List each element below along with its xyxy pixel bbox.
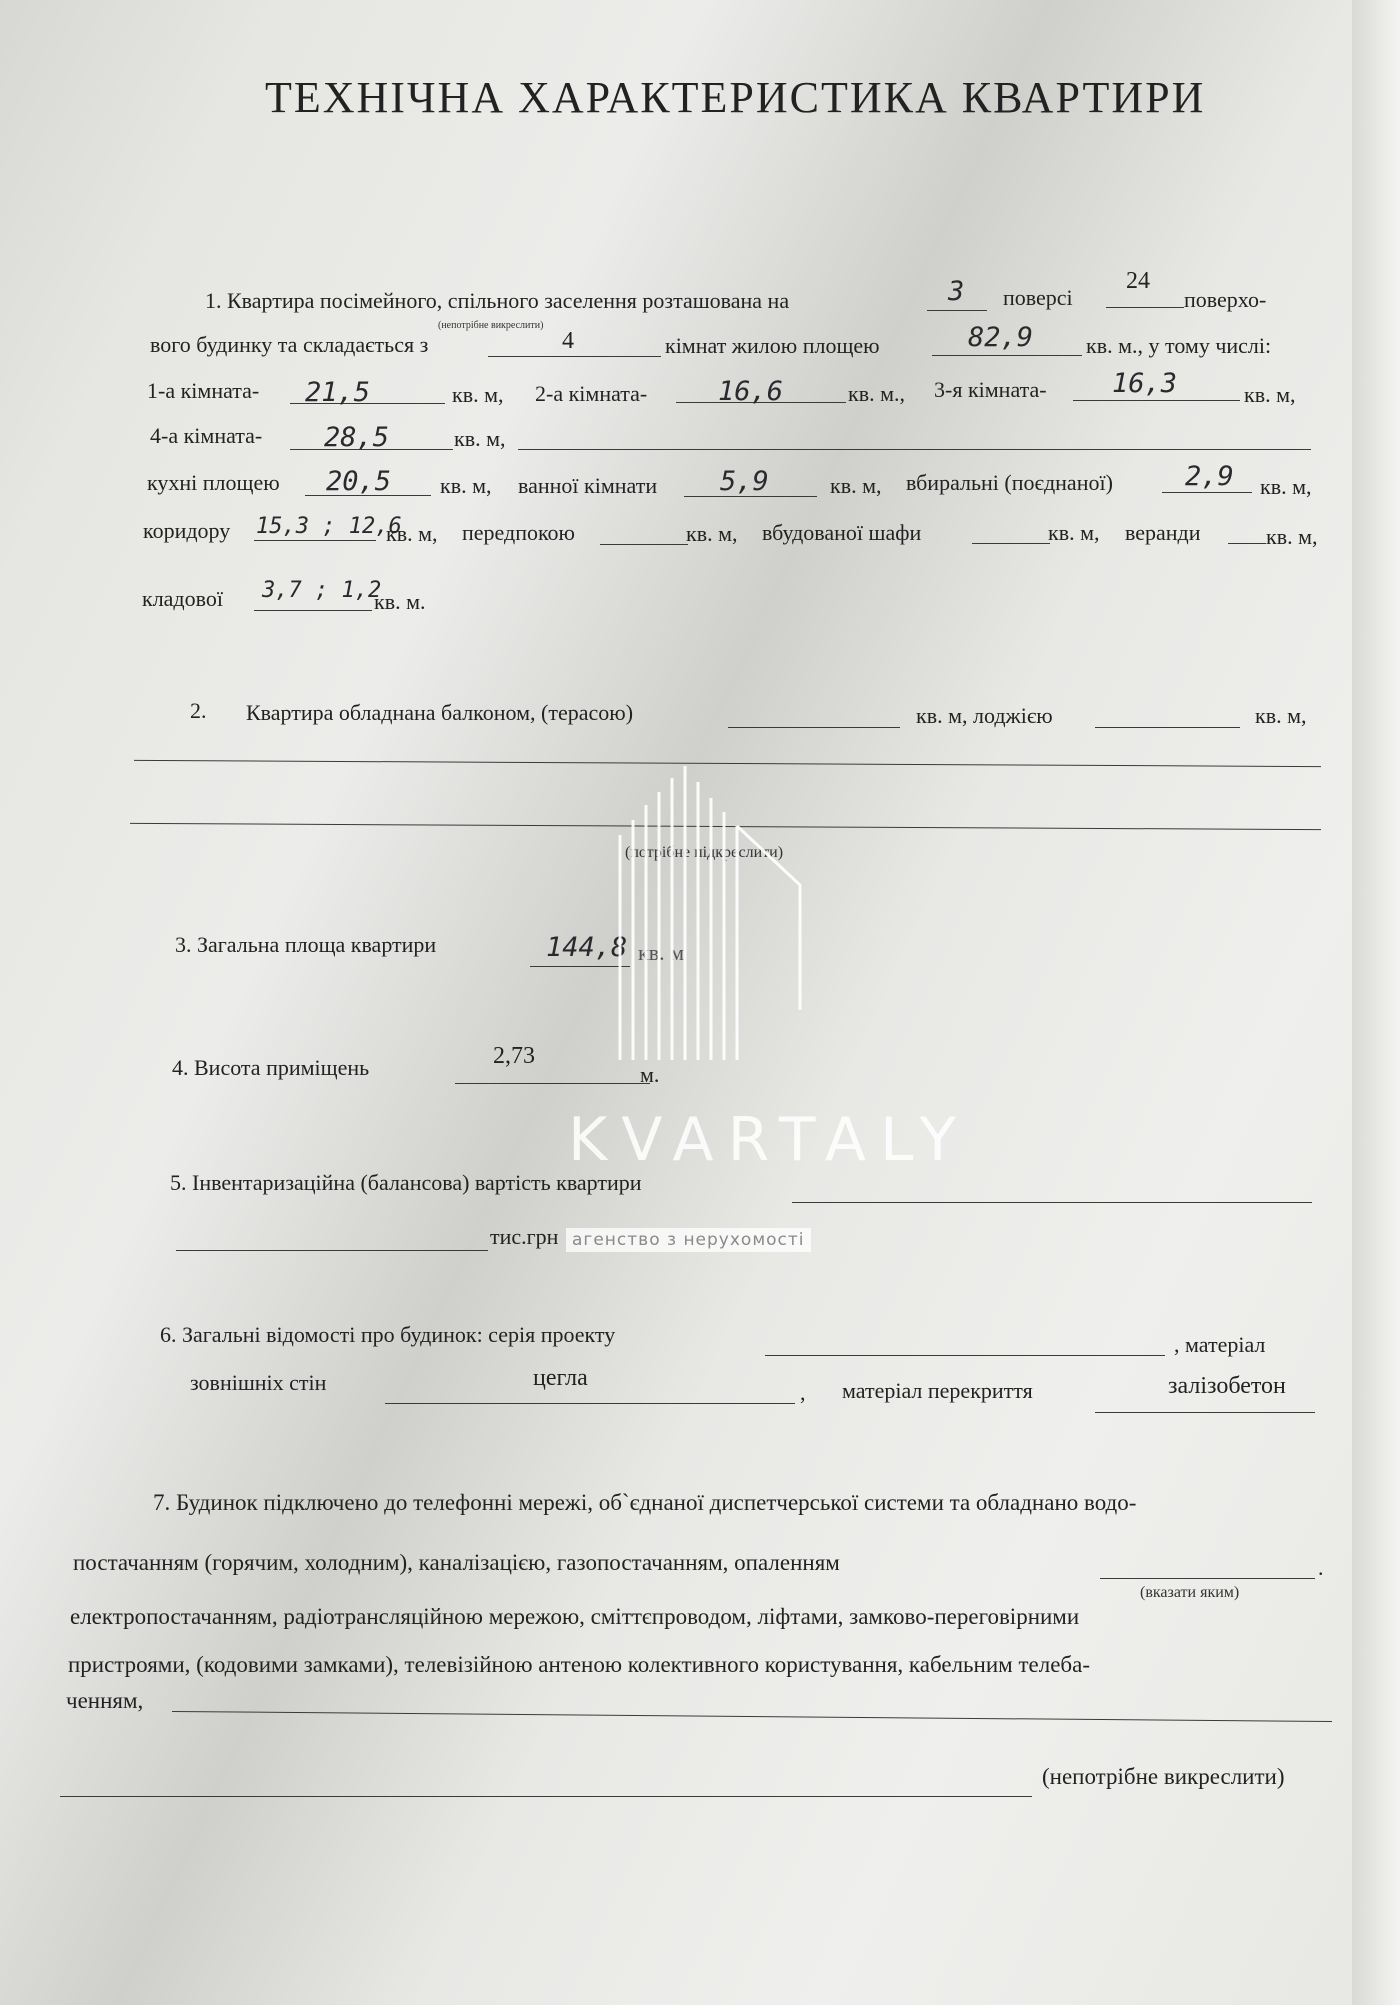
room3-unit: кв. м, <box>1244 382 1296 407</box>
s6-walls-label: зовнішніх стін <box>190 1370 327 1395</box>
room4-extra-blank <box>518 449 1311 450</box>
room4-value: 28,5 <box>324 422 390 453</box>
s5-unit: тис.грн <box>490 1224 559 1249</box>
s7-line4: пристроями, (кодовими замками), телевізійною антеною колективного користування, кабельним телеба- <box>68 1652 1090 1677</box>
wardrobe-blank <box>972 543 1050 544</box>
kitchen-value: 20,5 <box>326 466 392 497</box>
wc-unit: кв. м, <box>1260 474 1312 499</box>
living-area-blank <box>932 355 1082 356</box>
watermark-tagline: агенство з нерухомості <box>566 1228 811 1252</box>
total-area-value: 144,8 <box>546 932 628 963</box>
walls-blank <box>385 1403 795 1404</box>
room3-value: 16,3 <box>1112 368 1178 399</box>
storage-unit: кв. м. <box>374 589 426 614</box>
page-edge <box>1352 0 1400 2005</box>
s3-label: 3. Загальна площа квартири <box>175 932 437 957</box>
wardrobe-label: вбудованої шафи <box>762 520 922 545</box>
rooms-blank <box>488 356 661 357</box>
s6-series-label: 6. Загальні відомості про будинок: серія проекту <box>160 1322 616 1347</box>
room1-label: 1-а кімната- <box>147 378 260 403</box>
s1-living-label: кімнат жилою площею <box>665 333 880 358</box>
bath-label: ванної кімнати <box>518 473 658 498</box>
living-area-value: 82,9 <box>968 322 1034 353</box>
balcony-blank <box>728 727 900 728</box>
document-title: ТЕХНІЧНА ХАРАКТЕРИСТИКА КВАРТИРИ <box>265 73 1206 122</box>
kitchen-unit: кв. м, <box>440 473 492 498</box>
veranda-unit: кв. м, <box>1266 524 1318 549</box>
hall-blank <box>600 544 688 545</box>
s1-note: (непотрібне викреслити) <box>438 320 544 331</box>
room2-value: 16,6 <box>718 376 784 407</box>
series-blank <box>765 1355 1165 1356</box>
total-area-unit: кв. м <box>638 940 684 965</box>
heating-blank <box>1100 1578 1315 1579</box>
s1-floor-word: поверсі <box>1003 285 1073 310</box>
storage-label: кладової <box>142 586 223 611</box>
watermark-brand: KVARTALY <box>568 1105 971 1175</box>
floors-total-value: 24 <box>1126 268 1150 294</box>
walls-value: цегла <box>533 1365 588 1391</box>
loggia-blank <box>1095 727 1240 728</box>
storage-blank <box>254 610 372 611</box>
s7-line2: постачанням (горячим, холодним), каналізацією, газопостачанням, опаленням <box>73 1550 840 1575</box>
room4-label: 4-а кімната- <box>150 423 263 448</box>
s7-line2-end: . <box>1318 1555 1324 1580</box>
s6-comma: , <box>800 1380 806 1405</box>
height-blank <box>455 1083 650 1084</box>
value-blank-2 <box>176 1250 488 1251</box>
height-unit: м. <box>640 1062 660 1087</box>
s1-suffix: поверхо- <box>1184 287 1267 312</box>
hall-unit: кв. м, <box>686 521 738 546</box>
value-blank-1 <box>792 1202 1312 1203</box>
floors-total-blank <box>1106 307 1184 308</box>
room3-label: 3-я кімната- <box>934 377 1047 402</box>
bath-unit: кв. м, <box>830 473 882 498</box>
s6-material-label: , матеріал <box>1174 1332 1266 1357</box>
s7-note: (вказати яким) <box>1140 1584 1240 1601</box>
hall-label: передпокою <box>462 520 575 545</box>
room1-value: 21,5 <box>305 377 371 408</box>
s2-balcony-label: Квартира обладнана балконом, (терасою) <box>246 700 634 725</box>
corridor-blank <box>254 540 376 541</box>
veranda-blank <box>1228 543 1266 544</box>
s7-line3: електропостачанням, радіотрансляційною мережою, сміттєпроводом, ліфтами, замково-переговірними <box>70 1604 1080 1629</box>
wc-blank <box>1162 492 1252 493</box>
corridor-label: коридору <box>143 518 231 543</box>
s7-line1: 7. Будинок підключено до телефонні мережі, об`єднаної диспетчерської системи та обладнано водо- <box>153 1490 1137 1515</box>
room3-blank <box>1073 400 1240 401</box>
wardrobe-unit: кв. м, <box>1048 520 1100 545</box>
corridor-value: 15,3 ; 12,6 <box>256 514 402 539</box>
s2-unit: кв. м, <box>1255 703 1307 728</box>
floor-blank <box>927 310 987 311</box>
s7-extra-line-2 <box>60 1796 1032 1797</box>
room2-label: 2-а кімната- <box>535 381 648 406</box>
s1-line1-text: 1. Квартира посімейного, спільного заселення розташована на <box>205 288 790 313</box>
wc-label: вбиральні (поєднаної) <box>906 470 1113 495</box>
corridor-unit: кв. м, <box>386 521 438 546</box>
wc-value: 2,9 <box>1185 461 1234 492</box>
s2-number: 2. <box>190 698 207 723</box>
height-value: 2,73 <box>493 1043 535 1069</box>
veranda-label: веранди <box>1125 520 1201 545</box>
room1-unit: кв. м, <box>452 382 504 407</box>
watermark-logo <box>600 760 840 1070</box>
s2-note: (потрібне підкреслити) <box>625 844 784 861</box>
ceiling-blank <box>1095 1412 1315 1413</box>
s7-line5: ченням, <box>66 1688 144 1713</box>
floor-value: 3 <box>948 276 965 307</box>
kitchen-label: кухні площею <box>147 470 280 495</box>
s6-ceiling-label: матеріал перекриття <box>842 1378 1033 1403</box>
s1-line2-text: вого будинку та складається з <box>150 332 429 357</box>
s4-label: 4. Висота приміщень <box>172 1055 370 1080</box>
storage-value: 3,7 ; 1,2 <box>262 578 382 603</box>
room4-unit: кв. м, <box>454 426 506 451</box>
room2-unit: кв. м., <box>848 381 905 406</box>
rooms-value: 4 <box>562 328 574 354</box>
bath-value: 5,9 <box>720 466 769 497</box>
s1-incl: кв. м., у тому числі: <box>1086 333 1272 358</box>
logo-roof <box>737 826 800 1010</box>
s5-label: 5. Інвентаризаційна (балансова) вартість квартири <box>170 1170 642 1195</box>
s2-loggia-label: кв. м, лоджією <box>916 703 1053 728</box>
s7-note2: (непотрібне викреслити) <box>1042 1764 1285 1789</box>
ceiling-value: залізобетон <box>1168 1373 1286 1399</box>
